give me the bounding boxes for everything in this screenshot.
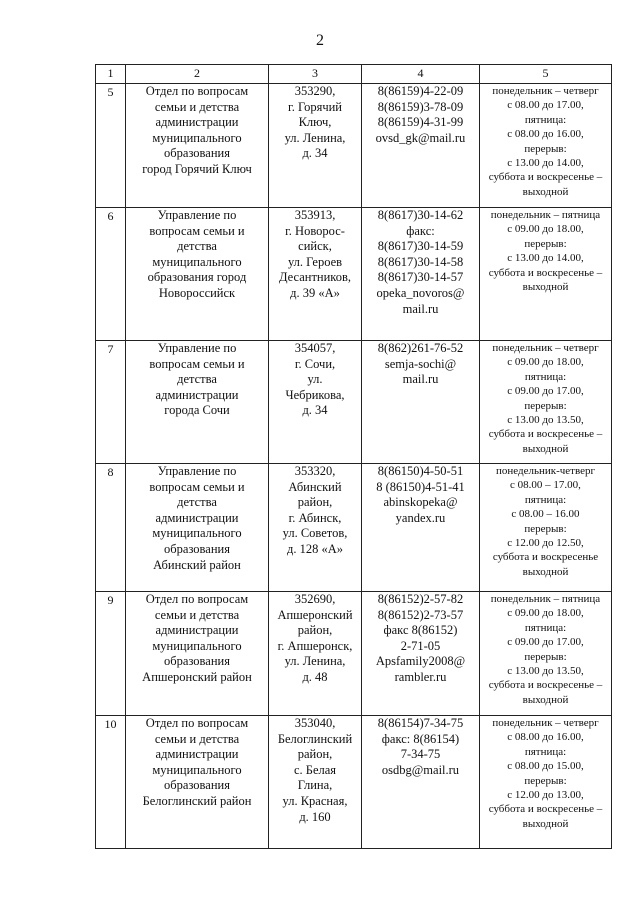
address-cell [269, 592, 362, 716]
text-line: район, [297, 623, 333, 638]
text-line: пятница: [524, 621, 567, 634]
text-line: суббота и воскресенье – [488, 266, 603, 279]
text-line: район, [297, 495, 333, 510]
text-line: 8(86159)3-78-09 [377, 99, 464, 114]
text-line: д. 39 «А» [290, 285, 340, 300]
text-line: выходной [522, 185, 569, 198]
text-line: ул. Героев [287, 254, 343, 269]
text-line: администрации [155, 510, 239, 525]
text-line: перерыв: [524, 650, 567, 663]
text-line: с 09.00 до 17.00, [507, 636, 584, 649]
text-line: г. Сочи, [294, 356, 336, 371]
text-line: пятница: [524, 745, 567, 758]
text-line: Ключ, [298, 115, 332, 130]
table-row [96, 208, 612, 341]
row-number-cell: 5 [96, 84, 126, 208]
text-line: факс 8(86152) [383, 623, 458, 638]
text-line: Отдел по вопросам [145, 84, 249, 98]
text-line: 8(86159)4-22-09 [377, 84, 464, 98]
text-line: образования [164, 778, 230, 793]
text-line: семьи и детства [154, 607, 240, 622]
text-line: с 08.00 до 15.00, [507, 760, 584, 773]
row-number-cell: 10 [96, 716, 126, 849]
text-line: с 13.00 до 13.50, [507, 665, 584, 678]
text-line: администрации [155, 747, 239, 762]
table-row [96, 84, 612, 208]
schedule-cell [480, 84, 612, 208]
text-line: перерыв: [524, 774, 567, 787]
text-line: 353290, [294, 84, 336, 98]
text-line: opeka_novoros@ [376, 285, 465, 300]
text-line: д. 128 «А» [286, 541, 343, 556]
text-line: пятница: [524, 113, 567, 126]
text-line: перерыв: [524, 237, 567, 250]
text-line: 7-34-75 [400, 747, 441, 762]
text-line: Управление по [157, 464, 237, 478]
text-line: 8(86159)4-31-99 [377, 115, 464, 130]
text-line: перерыв: [524, 399, 567, 412]
text-line: выходной [522, 693, 569, 706]
text-line: с 08.00 – 17.00, [510, 479, 581, 492]
text-line: с. Белая [293, 762, 337, 777]
text-line: район, [297, 747, 333, 762]
address-cell [269, 464, 362, 592]
text-line: 2-71-05 [400, 638, 441, 653]
text-line: yandex.ru [395, 510, 446, 525]
text-line: муниципального [152, 254, 242, 269]
text-line: ул. Красная, [282, 793, 348, 808]
text-line: mail.ru [402, 372, 439, 387]
address-cell [269, 716, 362, 849]
contacts-cell [362, 208, 480, 341]
contacts-cell [362, 341, 480, 464]
contacts-cell [362, 84, 480, 208]
text-line: детства [177, 239, 217, 254]
text-line: Абинский [288, 479, 342, 494]
text-line: выходной [522, 565, 569, 578]
text-line: Апшеронский [277, 607, 353, 622]
text-line: Глина, [297, 778, 333, 793]
table-row [96, 464, 612, 592]
text-line: 353040, [294, 716, 336, 730]
text-line: mail.ru [402, 301, 439, 316]
text-line: администрации [155, 115, 239, 130]
table-row [96, 341, 612, 464]
text-line: 8 (86150)4-51-41 [376, 479, 465, 494]
text-line: вопросам семьи и [149, 479, 245, 494]
text-line: вопросам семьи и [149, 356, 245, 371]
text-line: образования [164, 541, 230, 556]
text-line: с 09.00 до 18.00, [507, 223, 584, 236]
text-line: выходной [522, 817, 569, 830]
text-line: 8(8617)30-14-58 [377, 254, 464, 269]
address-cell [269, 208, 362, 341]
text-line: д. 160 [299, 809, 331, 824]
text-line: ул. [307, 372, 323, 387]
organization-name-cell [126, 592, 269, 716]
contacts-cell [362, 464, 480, 592]
text-line: города Сочи [164, 403, 230, 418]
text-line: Apsfamily2008@ [375, 654, 466, 669]
text-line: с 12.00 до 12.50, [507, 537, 584, 550]
text-line: с 09.00 до 17.00, [507, 385, 584, 398]
row-number-cell: 6 [96, 208, 126, 341]
text-line: 353913, [294, 208, 336, 222]
text-line: Белоглинский [277, 731, 353, 746]
text-line: понедельник – четверг [492, 717, 599, 729]
text-line: г. Горячий [287, 99, 342, 114]
organization-name-cell [126, 84, 269, 208]
text-line: 8(8617)30-14-62 [377, 208, 464, 222]
text-line: перерыв: [524, 142, 567, 155]
text-line: с 08.00 до 17.00, [507, 99, 584, 112]
text-line: пятница: [524, 493, 567, 506]
text-line: 8(8617)30-14-57 [377, 270, 464, 285]
row-number-cell: 7 [96, 341, 126, 464]
text-line: Отдел по вопросам [145, 716, 249, 730]
text-line: администрации [155, 623, 239, 638]
text-line: суббота и воскресенье – [488, 679, 603, 692]
text-line: 8(86150)4-50-51 [377, 464, 464, 478]
text-line: выходной [522, 281, 569, 294]
contacts-cell [362, 716, 480, 849]
column-number: 4 [362, 65, 480, 84]
table-row [96, 716, 612, 849]
column-number: 3 [269, 65, 362, 84]
column-number: 1 [96, 65, 126, 84]
contacts-cell [362, 592, 480, 716]
text-line: муниципального [152, 762, 242, 777]
text-line: 353320, [294, 464, 336, 478]
text-line: 8(86154)7-34-75 [377, 716, 464, 730]
column-number: 2 [126, 65, 269, 84]
organization-name-cell [126, 716, 269, 849]
text-line: перерыв: [524, 522, 567, 535]
text-line: ул. Советов, [282, 526, 348, 541]
text-line: понедельник – четверг [492, 85, 599, 97]
text-line: 8(862)261-76-52 [377, 341, 464, 355]
text-line: semja-sochi@ [384, 356, 457, 371]
text-line: 352690, [294, 592, 336, 606]
text-line: Белоглинский район [142, 793, 252, 808]
text-line: с 13.00 до 14.00, [507, 252, 584, 265]
table-row [96, 592, 612, 716]
address-cell [269, 341, 362, 464]
text-line: сийск, [298, 239, 332, 254]
text-line: д. 34 [302, 403, 328, 418]
text-line: д. 48 [302, 669, 328, 684]
text-line: с 08.00 до 16.00, [507, 731, 584, 744]
text-line: вопросам семьи и [149, 223, 245, 238]
text-line: г. Апшеронск, [277, 638, 353, 653]
text-line: osdbg@mail.ru [381, 762, 460, 777]
text-line: ovsd_gk@mail.ru [375, 130, 466, 145]
schedule-cell [480, 464, 612, 592]
text-line: муниципального [152, 638, 242, 653]
text-line: детства [177, 372, 217, 387]
text-line: д. 34 [302, 146, 328, 161]
text-line: понедельник – четверг [492, 342, 599, 354]
text-line: муниципального [152, 526, 242, 541]
text-line: город Горячий Ключ [142, 161, 252, 176]
text-line: суббота и воскресенье – [488, 803, 603, 816]
text-line: понедельник-четверг [495, 465, 596, 477]
text-line: rambler.ru [394, 669, 447, 684]
text-line: 8(86152)2-73-57 [377, 607, 464, 622]
text-line: Апшеронский район [142, 669, 252, 684]
text-line: суббота и воскресенье – [488, 428, 603, 441]
text-line: администрации [155, 387, 239, 402]
text-line: Чебрикова, [285, 387, 345, 402]
text-line: муниципального [152, 130, 242, 145]
text-line: г. Новорос- [285, 223, 345, 238]
text-line: образования [164, 654, 230, 669]
text-line: понедельник – пятница [490, 209, 601, 221]
text-line: факс: [406, 223, 435, 238]
text-line: с 09.00 до 18.00, [507, 607, 584, 620]
text-line: с 13.00 до 14.00, [507, 157, 584, 170]
schedule-cell [480, 592, 612, 716]
text-line: семьи и детства [154, 731, 240, 746]
text-line: Десантников, [278, 270, 352, 285]
row-number-cell: 9 [96, 592, 126, 716]
text-line: Отдел по вопросам [145, 592, 249, 606]
text-line: Новороссийск [158, 285, 236, 300]
column-number: 5 [480, 65, 612, 84]
text-line: выходной [522, 442, 569, 455]
text-line: Абинский район [153, 557, 241, 572]
text-line: суббота и воскресенье [492, 551, 599, 564]
organization-name-cell [126, 341, 269, 464]
text-line: с 13.00 до 13.50, [507, 414, 584, 427]
schedule-cell [480, 208, 612, 341]
organization-name-cell [126, 208, 269, 341]
text-line: с 12.00 до 13.00, [507, 789, 584, 802]
text-line: факс: 8(86154) [381, 731, 460, 746]
schedule-cell [480, 341, 612, 464]
text-line: образования город [147, 270, 247, 285]
text-line: abinskopeka@ [383, 495, 458, 510]
text-line: образования [164, 146, 230, 161]
text-line: Управление по [157, 341, 237, 355]
text-line: с 09.00 до 18.00, [507, 356, 584, 369]
page-number: 2 [316, 32, 324, 49]
text-line: понедельник – пятница [490, 593, 601, 605]
organization-name-cell [126, 464, 269, 592]
text-line: пятница: [524, 370, 567, 383]
text-line: 8(86152)2-57-82 [377, 592, 464, 606]
text-line: с 08.00 – 16.00 [511, 508, 580, 521]
text-line: детства [177, 495, 217, 510]
text-line: г. Абинск, [288, 510, 342, 525]
text-line: ул. Ленина, [284, 130, 346, 145]
text-line: 8(8617)30-14-59 [377, 239, 464, 254]
address-cell [269, 84, 362, 208]
text-line: суббота и воскресенье – [488, 171, 603, 184]
text-line: с 08.00 до 16.00, [507, 128, 584, 141]
text-line: ул. Ленина, [284, 654, 346, 669]
row-number-cell: 8 [96, 464, 126, 592]
text-line: Управление по [157, 208, 237, 222]
column-numbers-row [96, 65, 612, 84]
text-line: семьи и детства [154, 99, 240, 114]
organizations-table [95, 64, 612, 849]
schedule-cell [480, 716, 612, 849]
text-line: 354057, [294, 341, 336, 355]
